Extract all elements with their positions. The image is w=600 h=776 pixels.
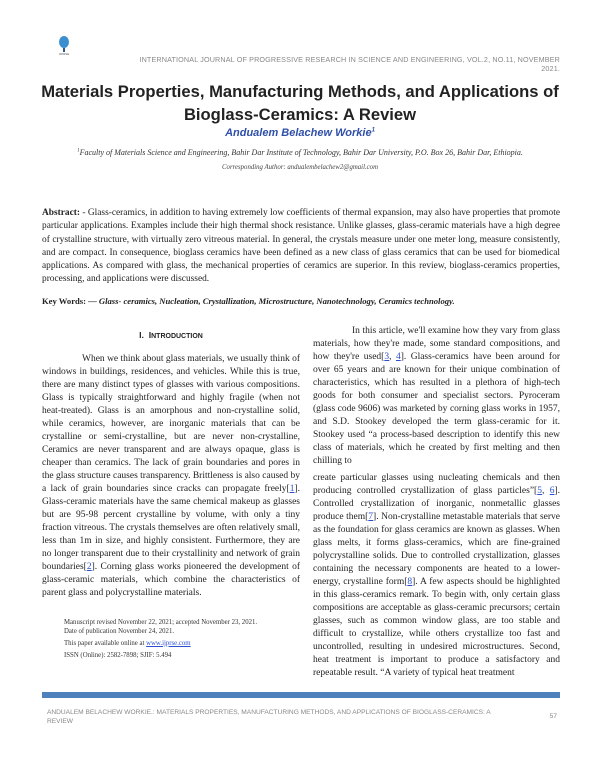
running-footer: ANDUALEM BELACHEW WORKIE.: MATERIALS PROPERTIES, MANUFACTURING METHODS, AND APPLICATIONS OF BIOGLASS-CERAMICS: A REVIEW xyxy=(47,708,491,725)
right-column xyxy=(313,325,560,680)
affiliation-sup: 1 xyxy=(77,148,80,154)
keywords-label: Key Words: — xyxy=(42,295,99,306)
author-sup: 1 xyxy=(371,127,375,134)
intro-paragraph-2 xyxy=(313,325,560,468)
journal-link[interactable]: www.ijprse.com xyxy=(146,639,191,647)
corresponding-author: Corresponding Author: andualembelachew2@gmail.com xyxy=(222,164,378,171)
intro-paragraph-1 xyxy=(42,353,300,600)
author xyxy=(0,127,600,139)
citation-link[interactable]: 6 xyxy=(549,485,555,496)
citation-link[interactable]: 2 xyxy=(86,561,92,572)
paper-title: Materials Properties, Manufacturing Methods, and Applications of Bioglass-Ceramics: A Review xyxy=(41,82,559,124)
text: ]. Glass-ceramics have been around for over 65 years and are known for their unique combination of characteristics, which has resulted in a plethora of high-tech goods for both consumer and specialist sectors. Pyroceram (glass code 9606) was marketed by corning glass works in 1957, and S.D. Stookey developed the term glass-ceramic for it. Stookey used “a process-based description to identify this new class of materials, which he created by first melting and then chilling to xyxy=(313,351,560,466)
citation-link[interactable]: 7 xyxy=(368,511,374,522)
abstract xyxy=(42,207,560,287)
footer-bar xyxy=(42,692,560,698)
citation-link[interactable]: 8 xyxy=(407,576,413,587)
citation-link[interactable]: 3 xyxy=(384,351,390,362)
footer xyxy=(42,708,560,726)
text: , xyxy=(541,485,550,496)
text: When we think about glass materials, we usually think of windows in buildings, residences, and vehicles. While this is true, there are many distinct types of glasses with various compositions. Glass is typically straightforward and highly fragile (when not heat-treated). Glass is an amorphous and non-crystalline solid, while ceramics, however, are inorganic materials that can be crystalline or semi-crystalline, but are never non-crystalline, Ceramics are never transparent and are always opaque, glass is cheaper than ceramics. The lack of grain boundaries and pores in the glass structure causes transparency. Brittleness is also caused by a lack of grain boundaries since cracks can propagate freely[ xyxy=(42,353,300,494)
left-column xyxy=(42,325,300,680)
keywords-text: Glass- ceramics, Nucleation, Crystallization, Microstructure, Nanotechnology, Ceramics technology. xyxy=(98,295,455,306)
two-column-body xyxy=(42,325,560,680)
author-name: Andualem Belachew Workie xyxy=(225,127,372,139)
journal-logo xyxy=(52,36,76,64)
section-title-first: I xyxy=(148,329,152,340)
page-number: 57 xyxy=(549,712,557,720)
citation-link[interactable]: 1 xyxy=(289,483,295,494)
manuscript-dates: Manuscript revised November 22, 2021; accepted November 23, 2021. Date of publication November 24, 2021. xyxy=(64,618,258,635)
text: ]. Glass-ceramic materials have the same chemical makeup as glasses but are 95-98 percent crystalline by volume, with only a tiny fraction vitreous. The crystals themselves are often relatively small, less than 1m in size, and highly consistent. Furthermore, they are no longer transparent due to their crystallinity and network of grain boundaries[ xyxy=(42,483,300,572)
abstract-label: Abstract: xyxy=(42,208,81,218)
issn: ISSN (Online): 2582-7898; SJIF: 5.494 xyxy=(64,651,172,659)
logo-text: IJPRSE xyxy=(58,52,70,56)
footnote xyxy=(64,618,264,660)
affiliation-text: Faculty of Materials Science and Engineering, Bahir Dar Institute of Technology, Bahir Dar University, P.O. Box 26, Bahir Dar, Ethiopia. xyxy=(79,148,523,157)
running-head: INTERNATIONAL JOURNAL OF PROGRESSIVE RESEARCH IN SCIENCE AND ENGINEERING, VOL.2, NO.11, NOVEMBER 2021. xyxy=(139,55,560,73)
text: In this article, we'll examine how they vary from glass materials, how they're made, some standard compositions, and how they're used[ xyxy=(313,325,560,362)
section-title-rest: NTRODUCTION xyxy=(151,332,203,340)
online-note xyxy=(64,639,264,648)
section-number: I. xyxy=(139,329,144,340)
affiliation xyxy=(20,148,580,157)
text: ]. Corning glass works pioneered the development of glass-ceramic materials, which combine the characteristics of parent glass and polycrystalline materials. xyxy=(42,561,300,598)
text: , xyxy=(389,351,396,362)
keywords xyxy=(42,295,560,307)
text: This paper available online at xyxy=(64,639,147,647)
text: ]. A few aspects should be highlighted in this glass-ceramics remark. To begin with, only certain glass compositions are acceptable as glass-ceramic precursors; certain glasses, such as common window glass, are too stable and difficult to crystallize, while others crystallize too fast and uncontrolled, resulting in undesired microstructures. Second, heat treatment is important to produce a satisfactory and repeatable result. “A variety of typical heat treatment xyxy=(313,576,560,678)
intro-paragraph-3 xyxy=(313,472,560,680)
text: create particular glasses using nucleating chemicals and then producing controlled crystallization of glass particles”[ xyxy=(313,472,560,496)
citation-link[interactable]: 4 xyxy=(395,351,401,362)
paper-body xyxy=(42,207,560,756)
section-heading xyxy=(42,329,300,343)
text: ]. Non-crystalline metastable materials that serve as the foundation for glass ceramics are known as glasses. When glass melts, it forms glass-ceramics, which are fine-grained polycrystalline solids. Due to controlled crystallization, glasses containing the necessary components are heated to a lower-energy, crystalline form[ xyxy=(313,511,560,587)
tree-icon xyxy=(59,36,69,48)
text: ]. Controlled crystallization of inorganic, nonmetallic glasses produce them[ xyxy=(313,485,560,522)
abstract-text: - Glass-ceramics, in addition to having extremely low coefficients of thermal expansion, may also have properties that promote particular applications. Examples include their high thermal shock resistance. Unlike glasses, glass-ceramic materials have a high degree of crystalline structure, with virtually zero vitreous material. In general, the crystals measure under one meter long, measure consistently, and are compact. In consequence, bioglass ceramics have been defined as a new class of glass ceramics that can be used for biomedical applications. As compared with glass, the mechanical properties of ceramics are superior. In this review, bioglass-ceramics properties, processing, and applications were discussed. xyxy=(42,208,560,285)
citation-link[interactable]: 5 xyxy=(537,485,542,496)
